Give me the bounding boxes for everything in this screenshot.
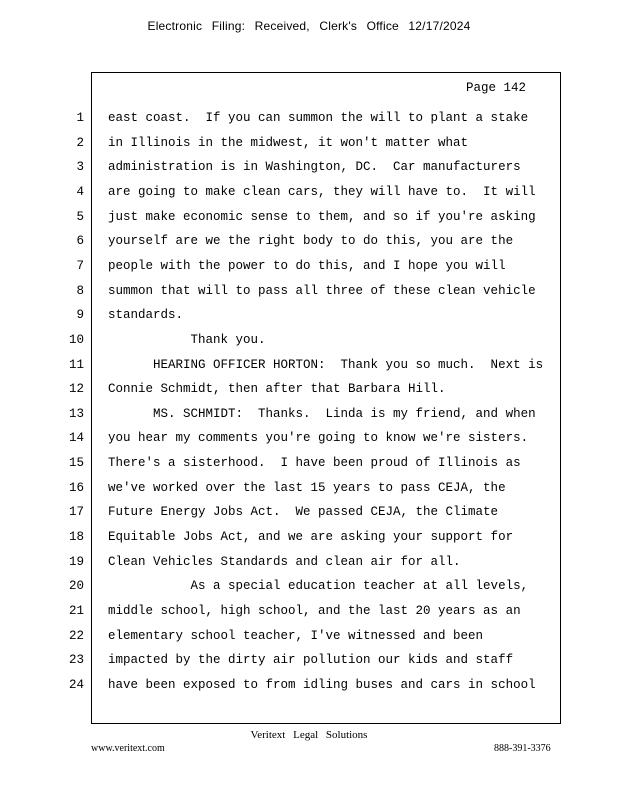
transcript-line-text: just make economic sense to them, and so if you're asking [108,209,536,224]
transcript-line-text: impacted by the dirty air pollution our kids and staff [108,653,514,668]
transcript-line-text: summon that will to pass all three of these clean vehicle [108,283,536,298]
transcript-line-text: HEARING OFFICER HORTON: Thank you so much. Next is [108,357,544,372]
line-number: 23 [68,653,84,668]
transcript-line-text: Clean Vehicles Standards and clean air for all. [108,554,461,569]
transcript-line-text: are going to make clean cars, they will have to. It will [108,184,536,199]
transcript-line-text: elementary school teacher, I've witnessed and been [108,628,484,643]
transcript-line-text: Connie Schmidt, then after that Barbara Hill. [108,382,446,397]
transcript-line-text: MS. SCHMIDT: Thanks. Linda is my friend, and when [108,406,536,421]
line-number: 17 [68,505,84,520]
line-number: 21 [68,604,84,618]
line-number: 18 [68,530,84,544]
transcript-line-text: we've worked over the last 15 years to pass CEJA, the [108,480,506,495]
line-number: 20 [68,579,84,594]
line-number: 1 [76,111,84,125]
transcript-line-text: Thank you. [108,332,266,347]
transcript-line-text: administration is in Washington, DC. Car manufacturers [108,160,521,175]
page-number-label: Page 142 [466,81,527,95]
footer-company: Veritext Legal Solutions [250,729,368,741]
line-number: 10 [68,332,84,347]
line-number: 6 [76,234,84,249]
transcript-line-text: middle school, high school, and the last 20 years as an [108,604,521,618]
line-number: 24 [68,677,84,692]
line-number: 22 [68,628,84,643]
line-number: 3 [76,160,84,175]
transcript-line-text: Equitable Jobs Act, and we are asking your support for [108,530,514,544]
line-number: 14 [68,431,84,446]
line-number: 2 [76,135,84,150]
transcript-line-text: people with the power to do this, and I hope you will [108,258,506,273]
transcript-line-text: standards. [108,308,184,323]
transcript-line-text: east coast. If you can summon the will to plant a stake [108,111,529,125]
transcript-line-text: As a special education teacher at all levels, [108,579,529,594]
line-number: 7 [76,258,84,273]
transcript-line-text: you hear my comments you're going to know we're sisters. [108,431,529,446]
line-number: 19 [68,554,84,569]
footer-phone: 888-391-3376 [494,743,551,754]
transcript-line-text: have been exposed to from idling buses and cars in school [108,677,536,692]
line-number: 16 [68,480,84,495]
line-number: 4 [76,184,84,199]
line-number: 12 [68,382,84,397]
line-number: 13 [68,406,84,421]
footer-website: www.veritext.com [91,743,165,754]
transcript-line-text: yourself are we the right body to do this, you are the [108,234,514,249]
line-number: 8 [76,283,84,298]
filing-stamp-header: Electronic Filing: Received, Clerk's Office 12/17/2024 [147,19,471,33]
line-number: 11 [68,357,84,372]
line-number: 9 [76,308,84,323]
line-number: 15 [68,456,84,471]
transcript-line-text: Future Energy Jobs Act. We passed CEJA, the Climate [108,505,499,520]
transcript-line-text: There's a sisterhood. I have been proud of Illinois as [108,456,521,471]
transcript-line-text: in Illinois in the midwest, it won't matter what [108,135,469,150]
line-number: 5 [76,209,84,224]
